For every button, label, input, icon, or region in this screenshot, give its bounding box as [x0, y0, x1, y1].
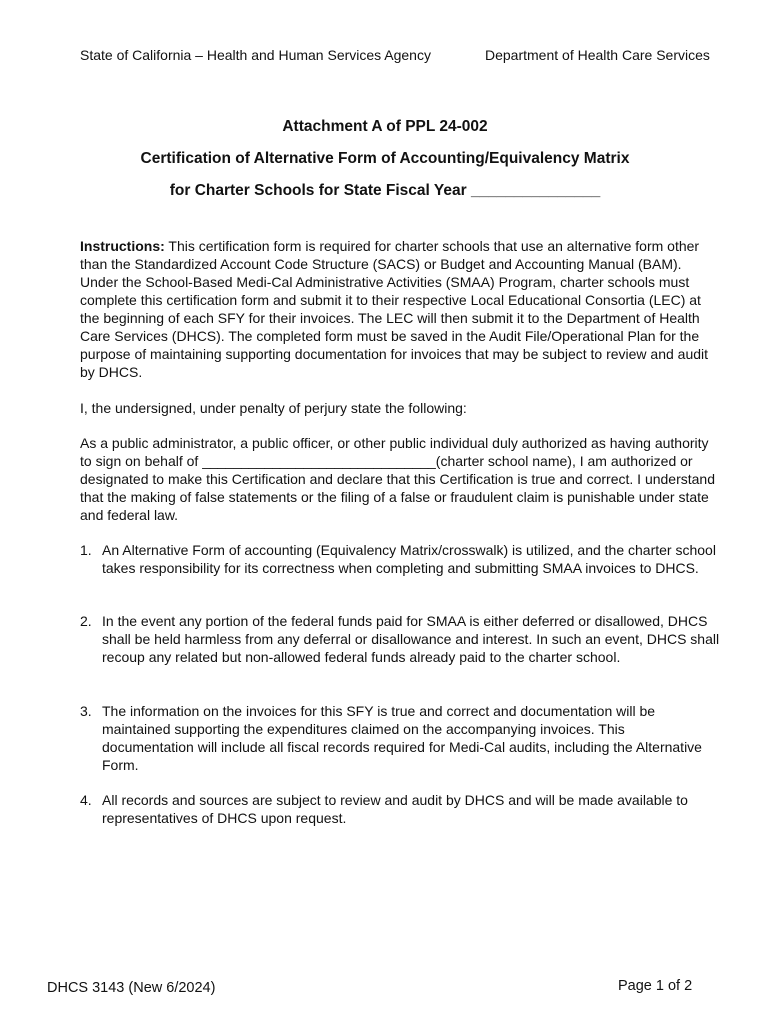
list-item — [80, 702, 720, 774]
footer-page-number: Page 1 of 2 — [618, 978, 693, 994]
list-item — [80, 541, 720, 577]
list-item-text: The information on the invoices for this SFY is true and correct and documentation will be maintained supporting the expenditures claimed on the accompanying invoices. This documentation will include all fiscal records required for Medi-Cal audits, including the Alternative Form. — [102, 703, 702, 773]
list-item-number: 3. — [80, 703, 92, 719]
list-item-text: All records and sources are subject to review and audit by DHCS and will be made available to representatives of DHCS upon request. — [102, 792, 688, 826]
list-item — [80, 612, 720, 666]
footer-form-id: DHCS 3143 (New 6/2024) — [47, 980, 216, 996]
undersigned-statement: I, the undersigned, under penalty of perjury state the following: — [80, 400, 467, 416]
fiscal-year-title: for Charter Schools for State Fiscal Year _______________ — [169, 182, 601, 199]
list-item-text: An Alternative Form of accounting (Equivalency Matrix/crosswalk) is utilized, and the charter school takes responsibility for its correctness when completing and submitting SMAA invoices to DHCS. — [102, 542, 716, 576]
header-agency: State of California – Health and Human Services Agency — [80, 47, 431, 63]
list-item-number: 1. — [80, 542, 92, 558]
list-item — [80, 791, 720, 827]
certification-title: Certification of Alternative Form of Accounting/Equivalency Matrix — [140, 150, 630, 167]
list-item-text: In the event any portion of the federal funds paid for SMAA is either deferred or disallowed, DHCS shall be held harmless from any deferral or disallowance and interest. In such an event, DHCS shall recoup any related but non-allowed federal funds already paid to the charter school. — [102, 613, 720, 665]
attachment-title: Attachment A of PPL 24-002 — [282, 118, 488, 135]
declaration-paragraph: As a public administrator, a public officer, or other public individual duly authorized as having authority to sign on behalf of ______________________________(charter school name), I am authorized or designated to make this Certification and declare that this Certification is true and correct. I understand that the making of false statements or the filing of a false or fraudulent claim is punishable under state and federal law. — [80, 435, 716, 523]
instructions-paragraph — [80, 237, 720, 381]
list-item-number: 4. — [80, 792, 92, 808]
list-item-number: 2. — [80, 613, 92, 629]
instructions-text: This certification form is required for charter schools that use an alternative form other than the Standardized Account Code Structure (SACS) or Budget and Accounting Manual (BAM). Under the School-Based Medi-Cal Administrative Activities (SMAA) Program, charter schools must complete this certification form and submit it to their respective Local Educational Consortia (LEC) at the beginning of each SFY for their invoices. The LEC will then submit it to the Department of Health Care Services (DHCS). The completed form must be saved in the Audit File/Operational Plan for the purpose of maintaining supporting documentation for invoices that may be subject to review and audit by DHCS. — [80, 238, 709, 380]
instructions-label: Instructions: — [80, 238, 165, 254]
header-department: Department of Health Care Services — [485, 47, 710, 63]
